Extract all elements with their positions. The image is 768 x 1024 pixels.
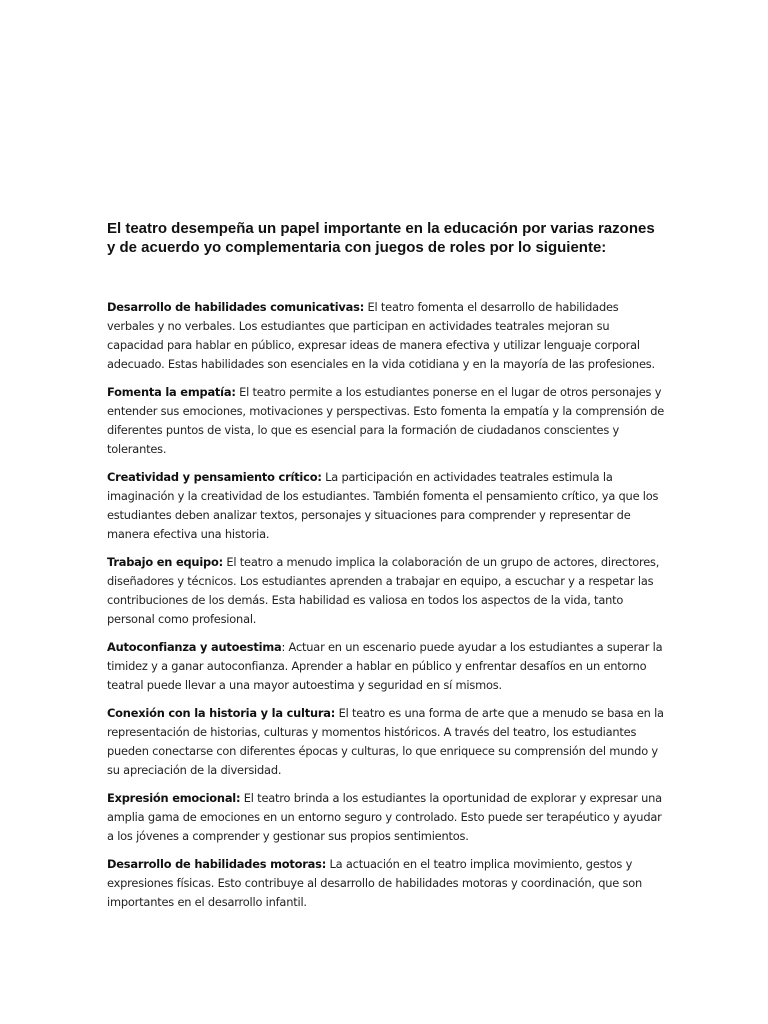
paragraph-historia-cultura xyxy=(107,704,667,780)
paragraph-text: La actuación en el teatro implica movimiento, gestos y expresiones físicas. Esto contribuye al desarrollo de habilidades motoras y coordinación, que son importantes en el desarrollo infantil. xyxy=(107,857,643,909)
paragraph-empatia xyxy=(107,383,667,459)
paragraph-text: La participación en actividades teatrales estimula la imaginación y la creatividad de los estudiantes. También fomenta el pensamiento crítico, ya que los estudiantes deben analizar textos, personajes y situaciones para comprender y representar de manera efectiva una historia. xyxy=(107,470,659,541)
paragraph-heading: Conexión con la historia y la cultura: xyxy=(107,706,336,720)
paragraph-text: El teatro es una forma de arte que a menudo se basa en la representación de historias, culturas y momentos históricos. A través del teatro, los estudiantes pueden conectarse con diferentes épocas y culturas, lo que enriquece su comprensión del mundo y su apreciación de la diversidad. xyxy=(107,706,664,777)
paragraph-habilidades-comunicativas xyxy=(107,298,667,374)
paragraph-expresion-emocional xyxy=(107,789,667,846)
paragraph-heading: Trabajo en equipo: xyxy=(107,555,223,569)
paragraph-text: El teatro fomenta el desarrollo de habilidades verbales y no verbales. Los estudiantes que participan en actividades teatrales mejoran su capacidad para hablar en público, expresar ideas de manera efectiva y utilizar lenguaje corporal adecuado. Estas habilidades son esenciales en la vida cotidiana y en la mayoría de las profesiones. xyxy=(107,300,655,371)
paragraph-trabajo-en-equipo xyxy=(107,553,667,629)
paragraph-habilidades-motoras xyxy=(107,855,667,912)
paragraph-text: : Actuar en un escenario puede ayudar a los estudiantes a superar la timidez y a ganar autoconfianza. Aprender a hablar en público y enfrentar desafíos en un entorno teatral puede llevar a una mayor autoestima y seguridad en sí mismos. xyxy=(107,640,663,692)
paragraph-heading: Expresión emocional: xyxy=(107,791,241,805)
paragraph-autoconfianza xyxy=(107,638,667,695)
paragraph-heading: Desarrollo de habilidades motoras: xyxy=(107,857,327,871)
paragraph-heading: Fomenta la empatía: xyxy=(107,385,236,399)
document-body xyxy=(107,298,667,921)
paragraph-heading: Autoconfianza y autoestima xyxy=(107,640,282,654)
paragraph-heading: Desarrollo de habilidades comunicativas: xyxy=(107,300,365,314)
paragraph-heading: Creatividad y pensamiento crítico: xyxy=(107,470,322,484)
paragraph-text: El teatro a menudo implica la colaboración de un grupo de actores, directores, diseñadores y técnicos. Los estudiantes aprenden a trabajar en equipo, a escuchar y a respetar las contribuciones de los demás. Esta habilidad es valiosa en todos los aspectos de la vida, tanto personal como profesional. xyxy=(107,555,660,626)
document-title: El teatro desempeña un papel importante en la educación por varias razones y de acuerdo yo complementaria con juegos de roles por lo siguiente: xyxy=(107,220,655,256)
paragraph-creatividad xyxy=(107,468,667,544)
paragraph-text: El teatro brinda a los estudiantes la oportunidad de explorar y expresar una amplia gama de emociones en un entorno seguro y controlado. Esto puede ser terapéutico y ayudar a los jóvenes a comprender y gestionar sus propios sentimientos. xyxy=(107,791,662,843)
paragraph-text: El teatro permite a los estudiantes ponerse en el lugar de otros personajes y entender sus emociones, motivaciones y perspectivas. Esto fomenta la empatía y la comprensión de diferentes puntos de vista, lo que es esencial para la formación de ciudadanos conscientes y tolerantes. xyxy=(107,385,665,456)
